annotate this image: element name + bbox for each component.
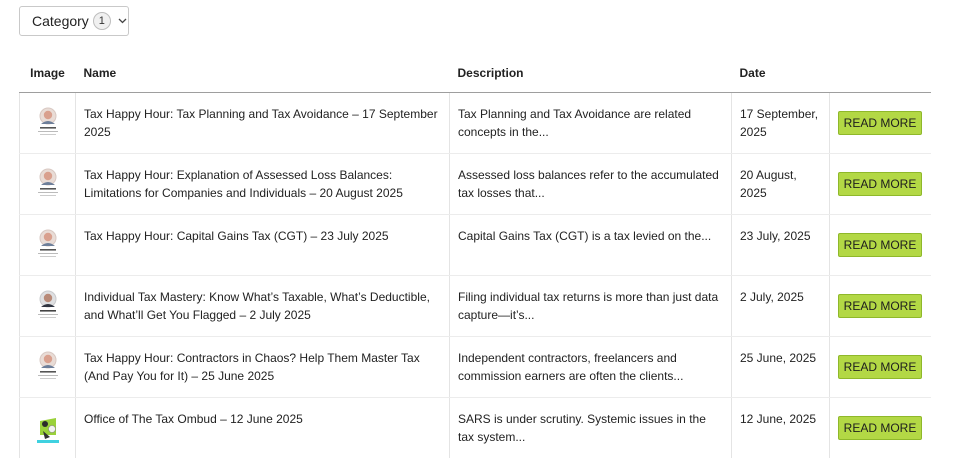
row-name: Tax Happy Hour: Contractors in Chaos? Help Them Master Tax (And Pay You for It) – 25 June 2025 <box>76 337 450 398</box>
action-cell <box>830 215 931 276</box>
thumbnail-cell <box>20 398 76 458</box>
thumbnail-cell <box>20 276 76 337</box>
row-date: 20 August, 2025 <box>732 154 830 215</box>
chevron-down-icon <box>118 16 128 26</box>
row-name: Office of The Tax Ombud – 12 June 2025 <box>76 398 450 458</box>
table-row <box>20 337 931 398</box>
presenter-thumbnail <box>34 106 62 140</box>
row-date: 25 June, 2025 <box>732 337 830 398</box>
read-more-button[interactable]: READ MORE <box>838 172 922 196</box>
presenter-thumbnail <box>34 289 62 323</box>
table-row <box>20 93 931 154</box>
thumbnail-cell <box>20 337 76 398</box>
category-filter-button[interactable] <box>19 6 129 36</box>
read-more-button[interactable]: READ MORE <box>838 233 922 257</box>
column-header-description: Description <box>450 54 732 93</box>
presenter-thumbnail <box>34 167 62 201</box>
row-name: Tax Happy Hour: Capital Gains Tax (CGT) – 23 July 2025 <box>76 215 450 276</box>
webinar-table <box>19 54 931 458</box>
read-more-button[interactable]: READ MORE <box>838 294 922 318</box>
thumbnail-cell <box>20 93 76 154</box>
row-description: Filing individual tax returns is more than just data capture—it’s... <box>450 276 732 337</box>
action-cell <box>830 337 931 398</box>
table-row <box>20 154 931 215</box>
read-more-button[interactable]: READ MORE <box>838 416 922 440</box>
row-date: 2 July, 2025 <box>732 276 830 337</box>
row-description: Capital Gains Tax (CGT) is a tax levied on the... <box>450 215 732 276</box>
thumbnail-cell <box>20 215 76 276</box>
presenter-thumbnail <box>34 228 62 262</box>
row-date: 23 July, 2025 <box>732 215 830 276</box>
row-description: Independent contractors, freelancers and commission earners are often the clients... <box>450 337 732 398</box>
table-row <box>20 276 931 337</box>
column-header-image: Image <box>20 54 76 93</box>
category-filter-label: Category <box>32 13 89 29</box>
action-cell <box>830 398 931 458</box>
row-description: Assessed loss balances refer to the accumulated tax losses that... <box>450 154 732 215</box>
row-name: Tax Happy Hour: Tax Planning and Tax Avoidance – 17 September 2025 <box>76 93 450 154</box>
column-header-date: Date <box>732 54 830 93</box>
row-description: SARS is under scrutiny. Systemic issues in the tax system... <box>450 398 732 458</box>
presenter-thumbnail <box>34 350 62 384</box>
read-more-button[interactable]: READ MORE <box>838 355 922 379</box>
read-more-button[interactable]: READ MORE <box>838 111 922 135</box>
column-header-name: Name <box>76 54 450 93</box>
action-cell <box>830 93 931 154</box>
column-header-action <box>830 54 931 93</box>
table-header-row <box>20 54 931 93</box>
row-name: Individual Tax Mastery: Know What’s Taxable, What’s Deductible, and What’ll Get You Flagged – 2 July 2025 <box>76 276 450 337</box>
category-filter-count-badge: 1 <box>93 12 111 30</box>
table-row <box>20 398 931 458</box>
row-date: 17 September, 2025 <box>732 93 830 154</box>
thumbnail-cell <box>20 154 76 215</box>
action-cell <box>830 154 931 215</box>
ombud-thumbnail <box>34 411 62 445</box>
row-description: Tax Planning and Tax Avoidance are related concepts in the... <box>450 93 732 154</box>
action-cell <box>830 276 931 337</box>
table-row <box>20 215 931 276</box>
row-name: Tax Happy Hour: Explanation of Assessed Loss Balances: Limitations for Companies and Individuals – 20 August 2025 <box>76 154 450 215</box>
row-date: 12 June, 2025 <box>732 398 830 458</box>
